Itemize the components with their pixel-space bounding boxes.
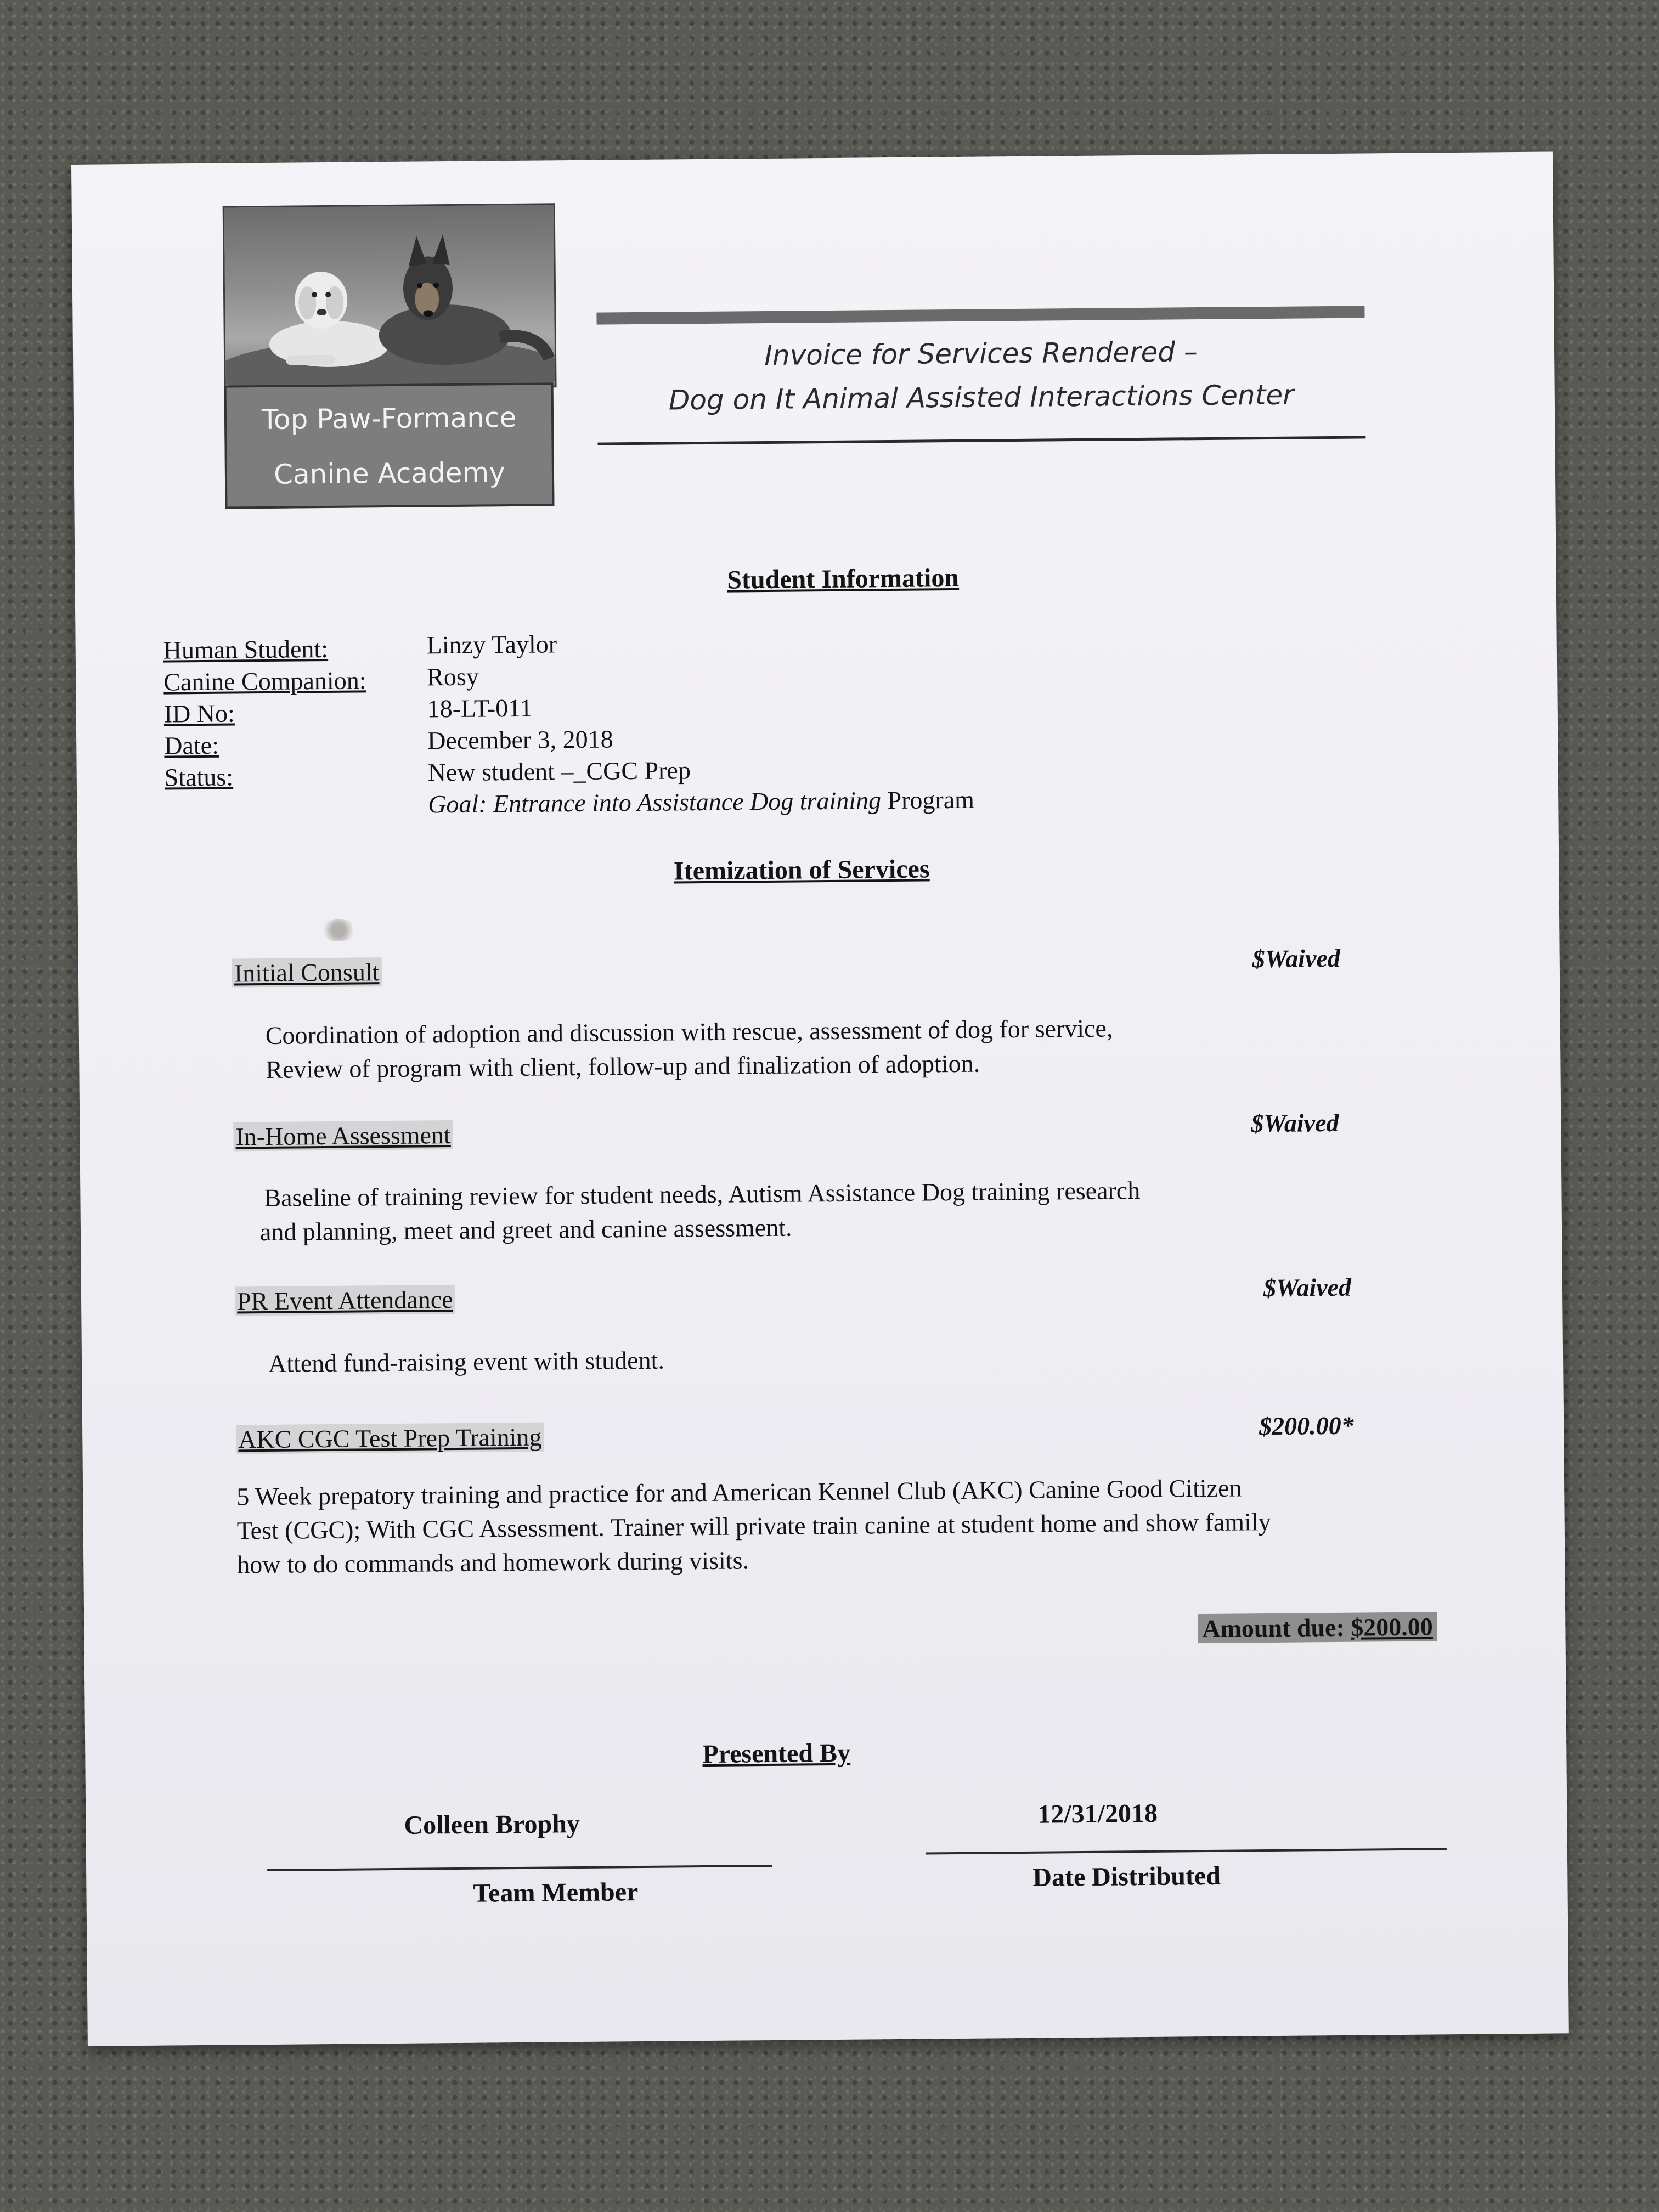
dogs-illustration — [224, 205, 555, 388]
team-member-signature-line — [267, 1865, 772, 1871]
service-desc-akc-cgc — [236, 1471, 1272, 1582]
desc-line: Baseline of training review for student needs, Autism Assistance Dog training research — [264, 1176, 1141, 1212]
center-name: Dog on It Animal Assisted Interactions Center — [668, 379, 1294, 416]
header-bottom-rule — [597, 436, 1365, 445]
canine-companion-label: Canine Companion: — [163, 666, 366, 696]
goal-rest-text: Program — [881, 785, 975, 815]
desc-line: Coordination of adoption and discussion with rescue, assessment of dog for service, — [265, 1014, 1113, 1049]
logo-line-2: Canine Academy — [273, 456, 506, 490]
service-desc-pr-event — [268, 1344, 664, 1381]
desc-line: 5 Week prepatory training and practice for and American Kennel Club (AKC) Canine Good Citizen — [236, 1474, 1242, 1511]
invoice-title: Invoice for Services Rendered – — [764, 336, 1198, 371]
service-name-pr-event: PR Event Attendance — [235, 1285, 455, 1316]
paper-smudge — [319, 919, 358, 941]
amount-due — [1198, 1612, 1437, 1643]
desc-line: how to do commands and homework during visits. — [237, 1546, 749, 1579]
service-desc-initial-consult — [266, 1011, 1114, 1086]
header-top-rule — [596, 306, 1364, 324]
distribution-date: 12/31/2018 — [1037, 1798, 1158, 1829]
invoice-sheet — [71, 151, 1569, 2046]
id-no-label: ID No: — [163, 699, 235, 728]
date-label: Date: — [164, 731, 219, 760]
desc-line: Attend fund-raising event with student. — [268, 1346, 665, 1378]
human-student-value: Linzy Taylor — [426, 630, 557, 659]
team-member-label: Team Member — [473, 1877, 639, 1908]
dogs-photo — [223, 203, 557, 390]
desc-line: and planning, meet and greet and canine assessment. — [259, 1213, 792, 1246]
desc-line: Review of program with client, follow-up and finalization of adoption. — [266, 1049, 980, 1084]
service-price-initial-consult: $Waived — [1252, 944, 1341, 973]
service-name-akc-cgc: AKC CGC Test Prep Training — [236, 1423, 544, 1454]
desc-line: Test (CGC); With CGC Assessment. Trainer will private train canine at student home and show family — [236, 1508, 1271, 1545]
service-name-in-home-assessment: In-Home Assessment — [233, 1120, 453, 1151]
canine-companion-value: Rosy — [426, 662, 479, 691]
date-value: December 3, 2018 — [427, 725, 613, 755]
id-no-value: 18-LT-011 — [427, 693, 533, 723]
services-heading: Itemization of Services — [673, 854, 930, 886]
service-desc-in-home-assessment — [259, 1173, 1141, 1249]
student-info-heading: Student Information — [727, 563, 960, 595]
status-label: Status: — [164, 763, 234, 792]
academy-logo-plate — [224, 382, 555, 509]
service-price-in-home-assessment: $Waived — [1251, 1108, 1339, 1138]
service-name-initial-consult: Initial Consult — [232, 957, 382, 988]
date-signature-line — [926, 1848, 1447, 1854]
service-price-akc-cgc: $200.00* — [1259, 1411, 1354, 1441]
presented-by-heading: Presented By — [702, 1738, 851, 1769]
amount-due-value: $200.00 — [1351, 1612, 1434, 1641]
human-student-label: Human Student: — [163, 634, 329, 664]
logo-line-1: Top Paw-Formance — [261, 401, 517, 436]
amount-due-label: Amount due: — [1202, 1613, 1351, 1643]
team-member-name: Colleen Brophy — [404, 1809, 580, 1840]
goal-italic-text: Goal: Entrance into Assistance Dog training — [427, 786, 882, 819]
date-distributed-label: Date Distributed — [1032, 1861, 1221, 1892]
service-price-pr-event: $Waived — [1263, 1273, 1352, 1302]
status-value: New student –_CGC Prep — [427, 756, 691, 787]
goal-line — [428, 785, 974, 819]
